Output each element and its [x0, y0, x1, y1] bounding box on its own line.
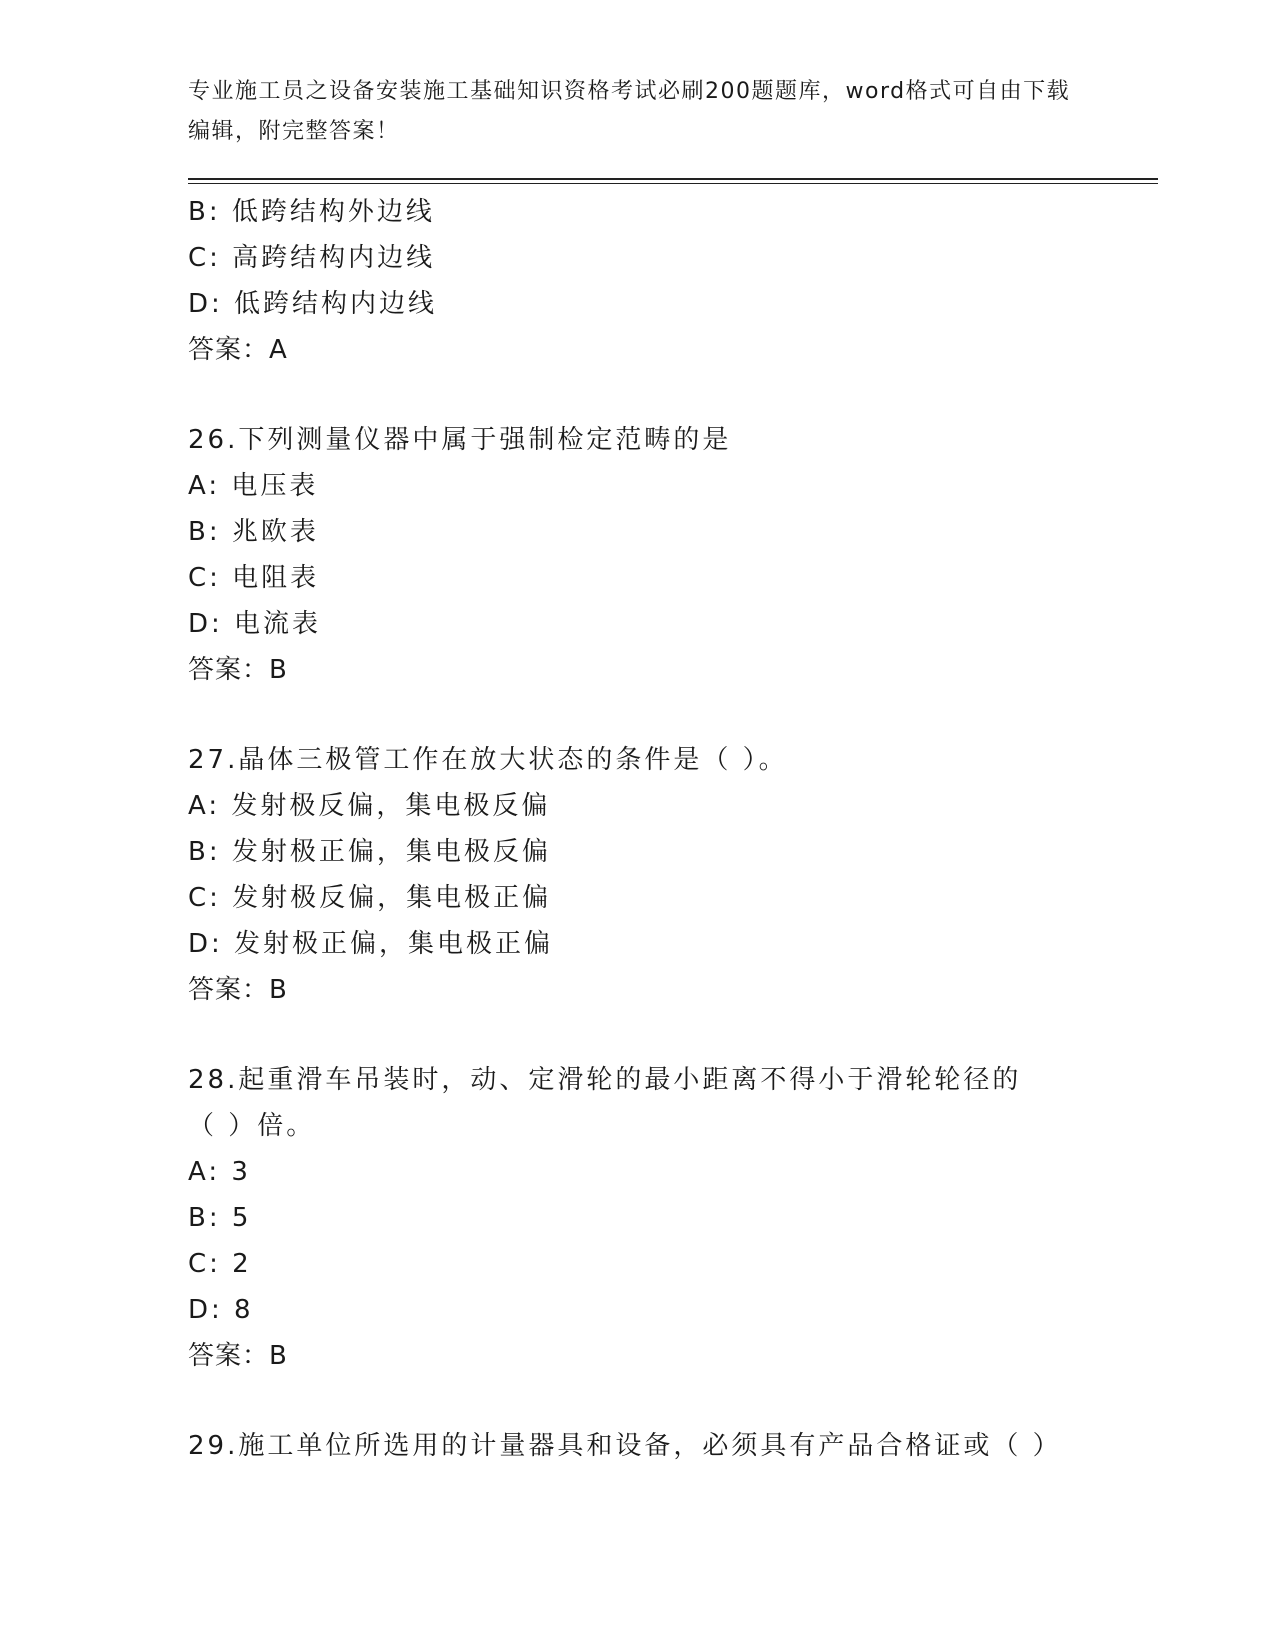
- question-block-26: [188, 417, 1088, 693]
- spacer: [188, 373, 1088, 417]
- option-c: C: 电阻表: [188, 563, 320, 593]
- option-b: B: 5: [188, 1203, 252, 1233]
- option-a: A: 电压表: [188, 471, 319, 501]
- question-block-27: [188, 737, 1088, 1013]
- header-divider: [188, 178, 1158, 180]
- option-c: C: 2: [188, 1249, 252, 1279]
- header-text: 专业施工员之设备安装施工基础知识资格考试必刷200题题库，word格式可自由下载编辑，附完整答案！: [188, 79, 1071, 144]
- option-b: B: 发射极正偏，集电极反偏: [188, 837, 551, 867]
- answer-label: 答案：B: [188, 655, 288, 685]
- option-c: C: 高跨结构内边线: [188, 243, 436, 273]
- spacer: [188, 1013, 1088, 1057]
- question-text: 28.起重滑车吊装时，动、定滑轮的最小距离不得小于滑轮轮径的（ ）倍。: [188, 1065, 1022, 1141]
- option-d: D: 低跨结构内边线: [188, 289, 438, 319]
- question-list: [188, 189, 1088, 1469]
- answer-label: 答案：B: [188, 975, 288, 1005]
- question-text: 29.施工单位所选用的计量器具和设备，必须具有产品合格证或（ ）: [188, 1431, 1062, 1461]
- answer-label: 答案：B: [188, 1341, 288, 1371]
- option-d: D: 发射极正偏，集电极正偏: [188, 929, 554, 959]
- question-block-25-partial: [188, 189, 1088, 373]
- document-header: [188, 72, 1088, 152]
- option-a: A: 3: [188, 1157, 251, 1187]
- spacer: [188, 693, 1088, 737]
- header-divider-thin: [188, 183, 1158, 184]
- question-block-28: [188, 1057, 1088, 1379]
- answer-label: 答案：A: [188, 335, 288, 365]
- option-d: D: 8: [188, 1295, 254, 1325]
- option-c: C: 发射极反偏，集电极正偏: [188, 883, 552, 913]
- option-b: B: 低跨结构外边线: [188, 197, 435, 227]
- option-a: A: 发射极反偏，集电极反偏: [188, 791, 551, 821]
- question-text: 27.晶体三极管工作在放大状态的条件是（ ）。: [188, 745, 788, 775]
- question-text: 26.下列测量仪器中属于强制检定范畴的是: [188, 425, 732, 455]
- question-block-29: [188, 1423, 1088, 1469]
- option-b: B: 兆欧表: [188, 517, 319, 547]
- option-d: D: 电流表: [188, 609, 322, 639]
- spacer: [188, 1379, 1088, 1423]
